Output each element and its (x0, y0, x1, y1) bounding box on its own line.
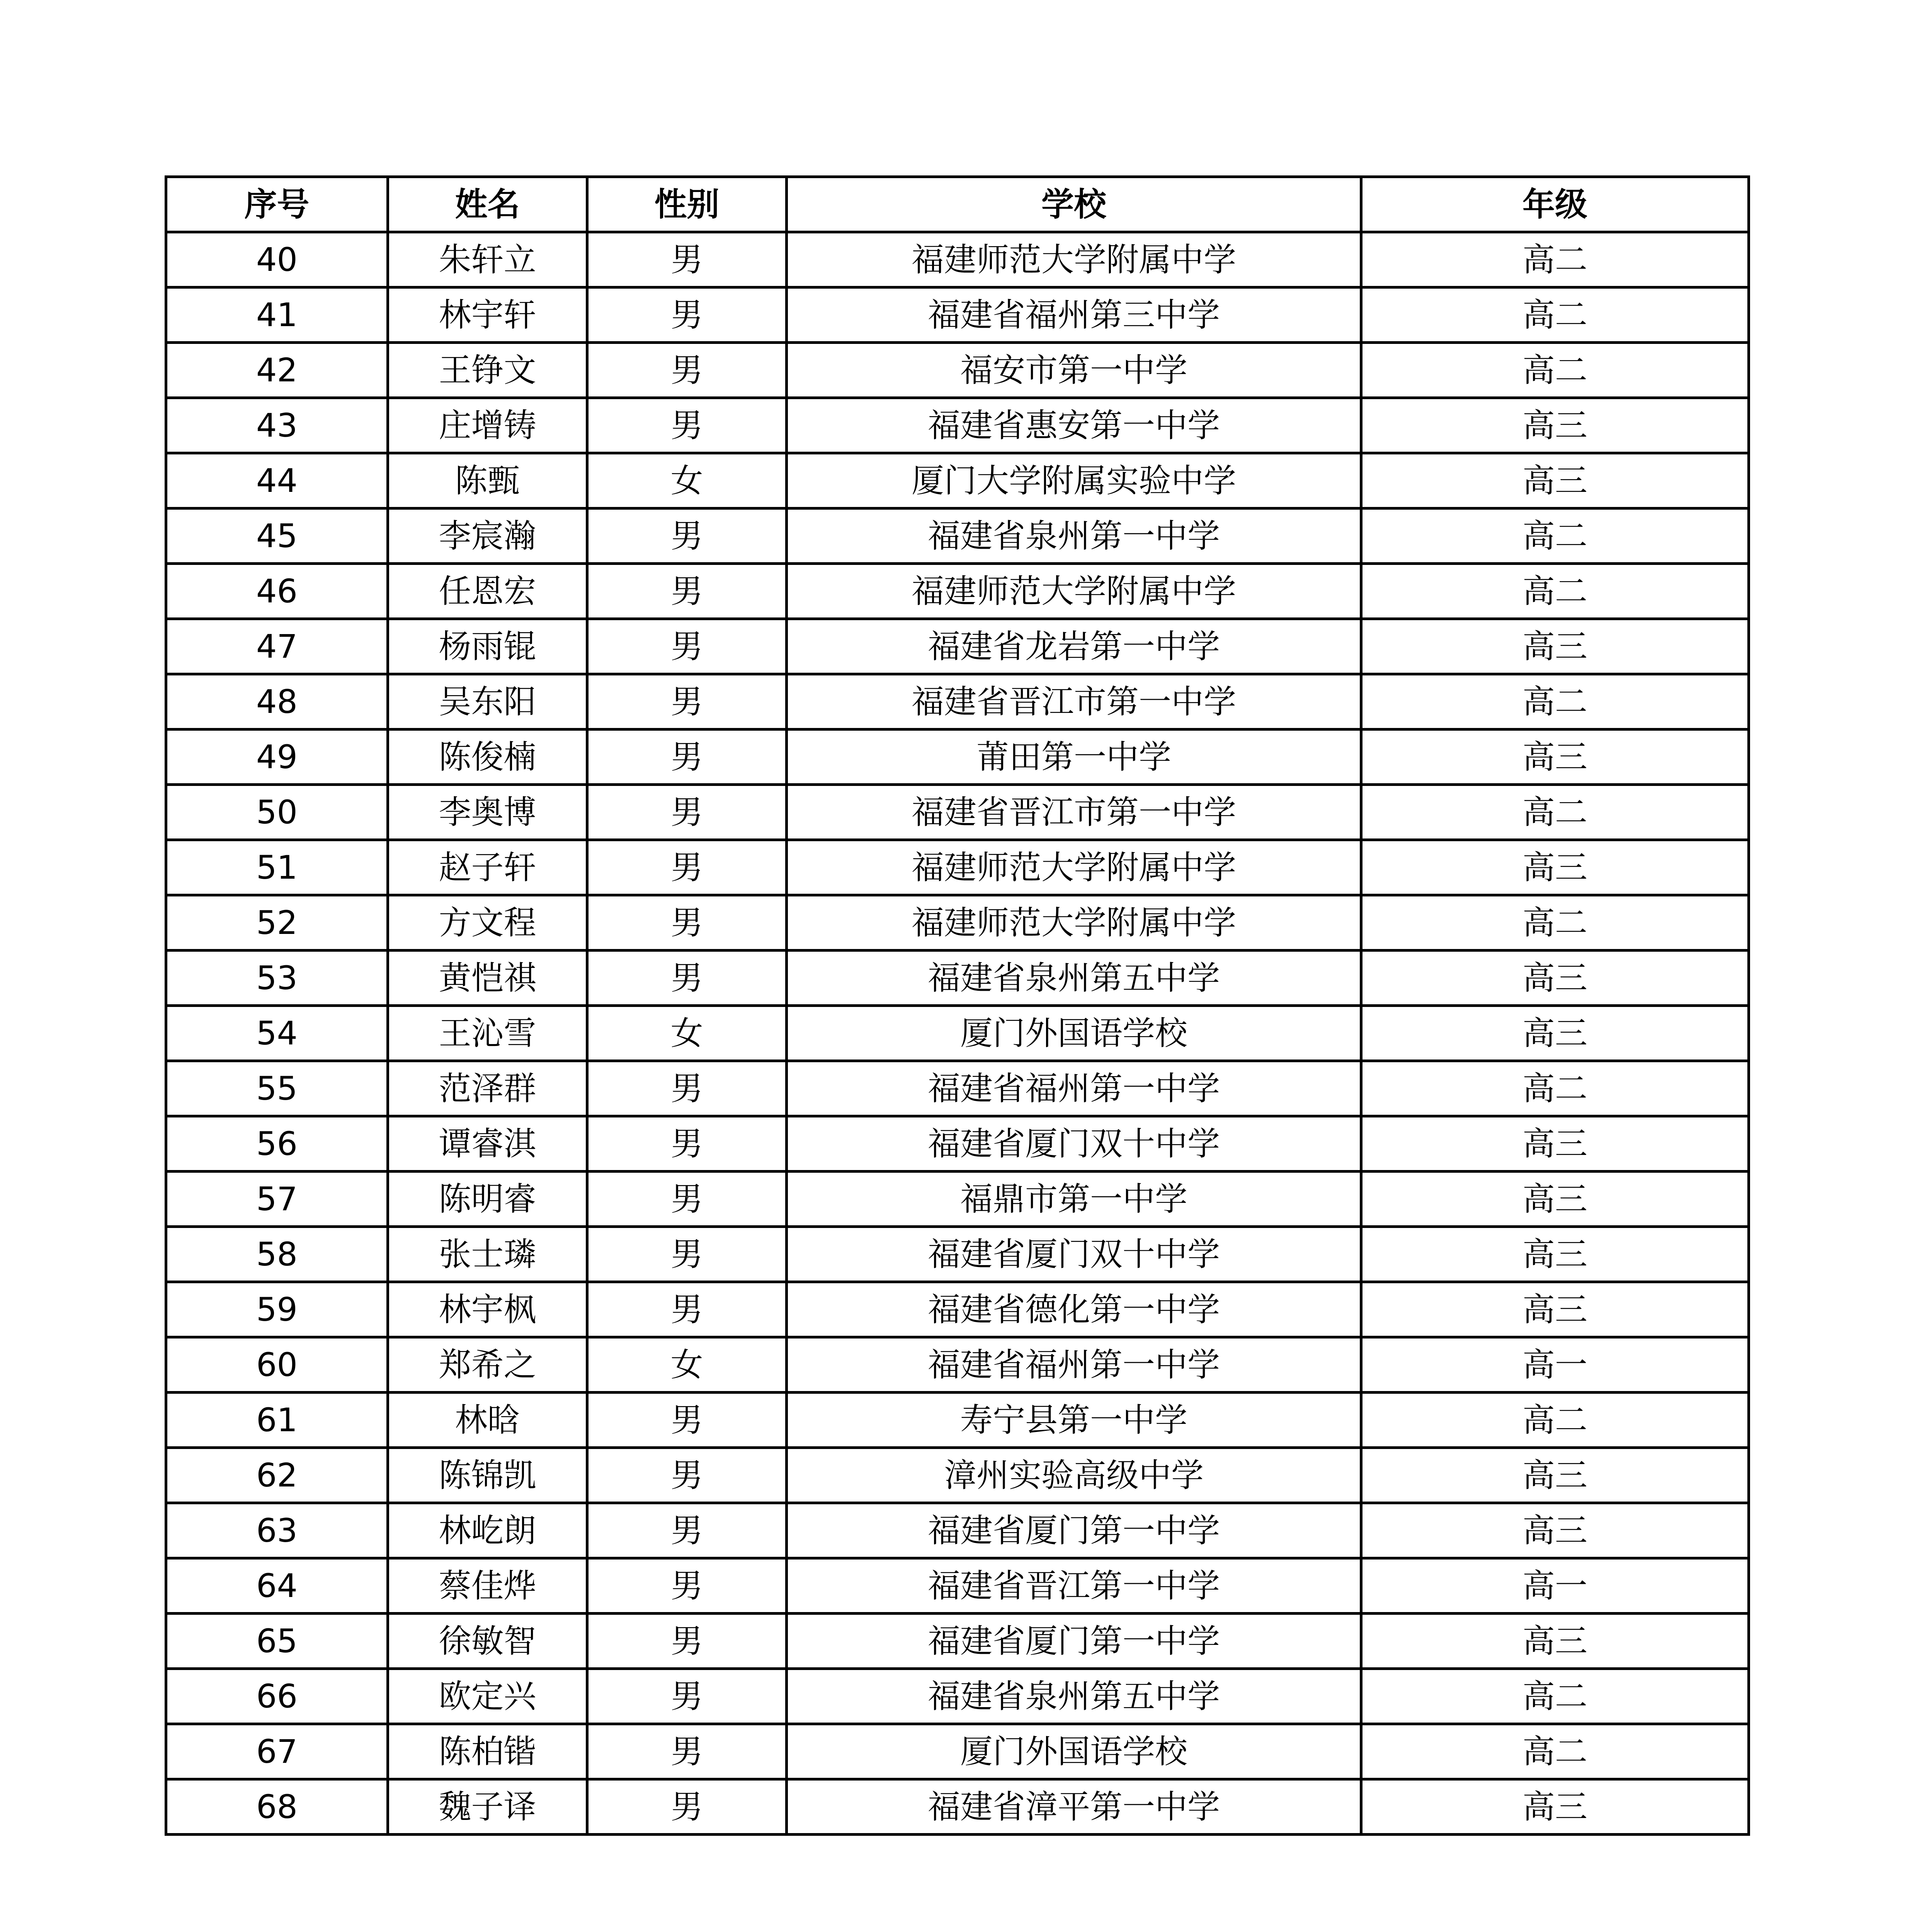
table-row (166, 674, 1749, 730)
header-row (166, 177, 1749, 232)
cell-gender: 男 (587, 1116, 787, 1172)
table-row (166, 1724, 1749, 1779)
cell-name: 杨雨锟 (388, 619, 587, 674)
cell-name: 朱轩立 (388, 232, 587, 287)
cell-grade: 高一 (1361, 1558, 1749, 1614)
table-row (166, 730, 1749, 785)
cell-gender: 男 (587, 730, 787, 785)
cell-name: 陈柏锴 (388, 1724, 587, 1779)
cell-school: 福建省惠安第一中学 (787, 398, 1361, 453)
cell-no: 55 (166, 1061, 388, 1116)
cell-name: 方文程 (388, 895, 587, 951)
cell-grade: 高二 (1361, 895, 1749, 951)
table-row (166, 343, 1749, 398)
cell-no: 60 (166, 1337, 388, 1393)
table-row (166, 1227, 1749, 1282)
cell-gender: 男 (587, 1172, 787, 1227)
cell-school: 福建省厦门第一中学 (787, 1503, 1361, 1558)
cell-grade: 高三 (1361, 1172, 1749, 1227)
cell-school: 福鼎市第一中学 (787, 1172, 1361, 1227)
table-body (166, 232, 1749, 1835)
cell-grade: 高二 (1361, 564, 1749, 619)
cell-gender: 男 (587, 951, 787, 1006)
cell-grade: 高三 (1361, 1614, 1749, 1669)
cell-grade: 高二 (1361, 287, 1749, 343)
cell-no: 51 (166, 840, 388, 895)
cell-gender: 男 (587, 785, 787, 840)
cell-no: 43 (166, 398, 388, 453)
cell-no: 52 (166, 895, 388, 951)
cell-no: 56 (166, 1116, 388, 1172)
cell-name: 郑希之 (388, 1337, 587, 1393)
cell-name: 林宇轩 (388, 287, 587, 343)
cell-gender: 男 (587, 287, 787, 343)
cell-grade: 高二 (1361, 1393, 1749, 1448)
cell-name: 欧定兴 (388, 1669, 587, 1724)
cell-no: 48 (166, 674, 388, 730)
cell-gender: 男 (587, 1448, 787, 1503)
cell-school: 福建师范大学附属中学 (787, 840, 1361, 895)
cell-gender: 男 (587, 509, 787, 564)
header-grade: 年级 (1361, 177, 1749, 232)
cell-gender: 男 (587, 564, 787, 619)
header-gender: 性别 (587, 177, 787, 232)
cell-name: 陈俊楠 (388, 730, 587, 785)
cell-no: 41 (166, 287, 388, 343)
cell-school: 漳州实验高级中学 (787, 1448, 1361, 1503)
table-row (166, 1061, 1749, 1116)
cell-no: 54 (166, 1006, 388, 1061)
table-row (166, 287, 1749, 343)
cell-no: 53 (166, 951, 388, 1006)
cell-grade: 高三 (1361, 840, 1749, 895)
cell-gender: 男 (587, 895, 787, 951)
cell-school: 福建师范大学附属中学 (787, 895, 1361, 951)
cell-no: 49 (166, 730, 388, 785)
table-row (166, 951, 1749, 1006)
cell-gender: 男 (587, 343, 787, 398)
table-row (166, 564, 1749, 619)
cell-no: 67 (166, 1724, 388, 1779)
table-row (166, 398, 1749, 453)
table-row (166, 453, 1749, 509)
cell-no: 46 (166, 564, 388, 619)
table-row (166, 1393, 1749, 1448)
cell-name: 陈甄 (388, 453, 587, 509)
cell-no: 50 (166, 785, 388, 840)
cell-grade: 高三 (1361, 1116, 1749, 1172)
cell-school: 福建省龙岩第一中学 (787, 619, 1361, 674)
cell-gender: 男 (587, 398, 787, 453)
cell-school: 福安市第一中学 (787, 343, 1361, 398)
cell-gender: 男 (587, 1503, 787, 1558)
cell-school: 寿宁县第一中学 (787, 1393, 1361, 1448)
table-row (166, 1282, 1749, 1337)
cell-no: 57 (166, 1172, 388, 1227)
cell-grade: 高二 (1361, 509, 1749, 564)
table-row (166, 1614, 1749, 1669)
cell-no: 61 (166, 1393, 388, 1448)
header-no: 序号 (166, 177, 388, 232)
cell-name: 蔡佳烨 (388, 1558, 587, 1614)
table-row (166, 1448, 1749, 1503)
cell-no: 42 (166, 343, 388, 398)
cell-name: 赵子轩 (388, 840, 587, 895)
cell-no: 58 (166, 1227, 388, 1282)
cell-gender: 男 (587, 1558, 787, 1614)
cell-gender: 男 (587, 840, 787, 895)
cell-grade: 高三 (1361, 453, 1749, 509)
cell-no: 45 (166, 509, 388, 564)
cell-no: 40 (166, 232, 388, 287)
cell-school: 福建省晋江市第一中学 (787, 674, 1361, 730)
cell-gender: 男 (587, 1779, 787, 1835)
cell-gender: 男 (587, 1614, 787, 1669)
cell-school: 厦门外国语学校 (787, 1724, 1361, 1779)
cell-grade: 高二 (1361, 1061, 1749, 1116)
cell-name: 李宸瀚 (388, 509, 587, 564)
table-row (166, 1116, 1749, 1172)
cell-school: 福建省泉州第五中学 (787, 1669, 1361, 1724)
cell-gender: 男 (587, 1724, 787, 1779)
table-row (166, 1006, 1749, 1061)
cell-school: 福建省厦门双十中学 (787, 1227, 1361, 1282)
cell-gender: 男 (587, 1393, 787, 1448)
cell-name: 王铮文 (388, 343, 587, 398)
roster-table (165, 175, 1750, 1836)
cell-name: 王沁雪 (388, 1006, 587, 1061)
cell-grade: 高三 (1361, 1282, 1749, 1337)
cell-grade: 高二 (1361, 1669, 1749, 1724)
cell-gender: 男 (587, 619, 787, 674)
table-row (166, 232, 1749, 287)
table-row (166, 1779, 1749, 1835)
cell-name: 张士璘 (388, 1227, 587, 1282)
cell-grade: 高三 (1361, 1779, 1749, 1835)
cell-school: 福建省厦门双十中学 (787, 1116, 1361, 1172)
table-row (166, 1337, 1749, 1393)
cell-school: 福建省晋江市第一中学 (787, 785, 1361, 840)
cell-school: 福建师范大学附属中学 (787, 564, 1361, 619)
cell-name: 李奥博 (388, 785, 587, 840)
table-header (166, 177, 1749, 232)
cell-school: 福建省福州第一中学 (787, 1337, 1361, 1393)
cell-name: 林晗 (388, 1393, 587, 1448)
cell-name: 范泽群 (388, 1061, 587, 1116)
cell-school: 厦门外国语学校 (787, 1006, 1361, 1061)
cell-name: 黄恺祺 (388, 951, 587, 1006)
cell-name: 魏子译 (388, 1779, 587, 1835)
cell-name: 徐敏智 (388, 1614, 587, 1669)
table-row (166, 1558, 1749, 1614)
cell-gender: 男 (587, 674, 787, 730)
table-row (166, 1669, 1749, 1724)
cell-grade: 高一 (1361, 1337, 1749, 1393)
header-name: 姓名 (388, 177, 587, 232)
cell-no: 62 (166, 1448, 388, 1503)
cell-grade: 高二 (1361, 1724, 1749, 1779)
cell-grade: 高三 (1361, 730, 1749, 785)
cell-grade: 高三 (1361, 398, 1749, 453)
cell-grade: 高二 (1361, 343, 1749, 398)
cell-grade: 高三 (1361, 1006, 1749, 1061)
cell-name: 吴东阳 (388, 674, 587, 730)
cell-grade: 高二 (1361, 785, 1749, 840)
cell-school: 福建省漳平第一中学 (787, 1779, 1361, 1835)
cell-school: 福建省福州第一中学 (787, 1061, 1361, 1116)
cell-grade: 高三 (1361, 1448, 1749, 1503)
cell-school: 福建省泉州第一中学 (787, 509, 1361, 564)
cell-name: 任恩宏 (388, 564, 587, 619)
cell-no: 65 (166, 1614, 388, 1669)
cell-grade: 高三 (1361, 1227, 1749, 1282)
header-school: 学校 (787, 177, 1361, 232)
cell-name: 林宇枫 (388, 1282, 587, 1337)
cell-gender: 男 (587, 1282, 787, 1337)
cell-no: 64 (166, 1558, 388, 1614)
cell-no: 59 (166, 1282, 388, 1337)
cell-school: 福建省福州第三中学 (787, 287, 1361, 343)
table-row (166, 619, 1749, 674)
cell-name: 谭睿淇 (388, 1116, 587, 1172)
cell-gender: 女 (587, 1006, 787, 1061)
cell-grade: 高三 (1361, 951, 1749, 1006)
cell-gender: 男 (587, 1669, 787, 1724)
cell-grade: 高三 (1361, 1503, 1749, 1558)
cell-name: 陈明睿 (388, 1172, 587, 1227)
cell-name: 林屹朗 (388, 1503, 587, 1558)
cell-no: 44 (166, 453, 388, 509)
table-row (166, 785, 1749, 840)
cell-school: 福建省厦门第一中学 (787, 1614, 1361, 1669)
cell-school: 莆田第一中学 (787, 730, 1361, 785)
cell-gender: 女 (587, 453, 787, 509)
table-row (166, 509, 1749, 564)
cell-no: 68 (166, 1779, 388, 1835)
cell-school: 厦门大学附属实验中学 (787, 453, 1361, 509)
cell-no: 47 (166, 619, 388, 674)
table-row (166, 840, 1749, 895)
cell-school: 福建省晋江第一中学 (787, 1558, 1361, 1614)
cell-school: 福建省泉州第五中学 (787, 951, 1361, 1006)
table-row (166, 1503, 1749, 1558)
cell-no: 66 (166, 1669, 388, 1724)
cell-grade: 高二 (1361, 232, 1749, 287)
cell-grade: 高三 (1361, 619, 1749, 674)
cell-name: 庄增铸 (388, 398, 587, 453)
cell-gender: 女 (587, 1337, 787, 1393)
table-row (166, 1172, 1749, 1227)
cell-no: 63 (166, 1503, 388, 1558)
cell-gender: 男 (587, 1061, 787, 1116)
cell-school: 福建省德化第一中学 (787, 1282, 1361, 1337)
cell-grade: 高二 (1361, 674, 1749, 730)
cell-school: 福建师范大学附属中学 (787, 232, 1361, 287)
table-row (166, 895, 1749, 951)
cell-gender: 男 (587, 1227, 787, 1282)
cell-gender: 男 (587, 232, 787, 287)
cell-name: 陈锦凯 (388, 1448, 587, 1503)
